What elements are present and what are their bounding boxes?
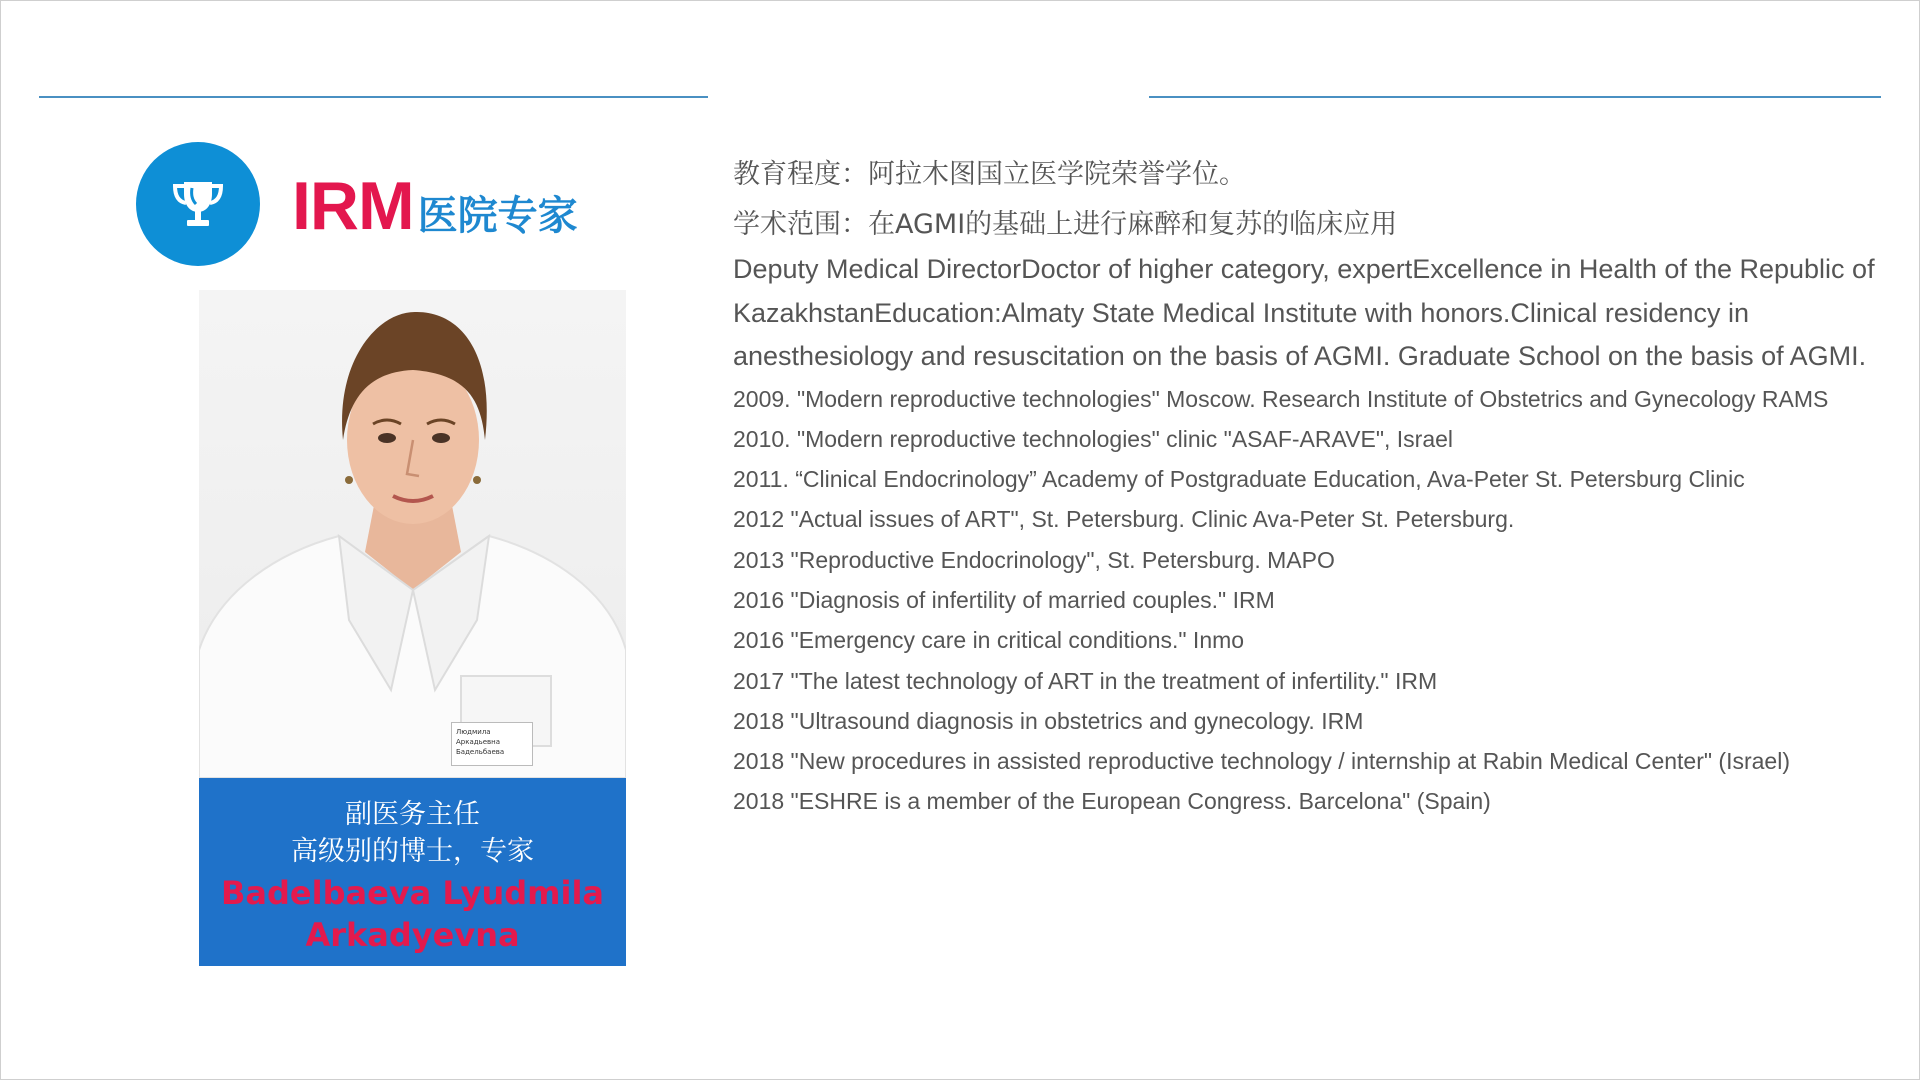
training-item: 2013 "Reproductive Endocrinology", St. Petersburg. MAPO	[733, 546, 1335, 573]
doctor-title: 副医务主任	[345, 799, 480, 830]
doctor-details	[733, 150, 1883, 822]
header-rule-right	[1149, 96, 1881, 98]
brand-suffix-text: 医院专家	[417, 193, 578, 239]
training-item: 2009. "Modern reproductive technologies" Moscow. Research Institute of Obstetrics and Gynecology RAMS	[733, 385, 1829, 412]
education-line: 教育程度：阿拉木图国立医学院荣誉学位。	[733, 159, 1246, 190]
doctor-photo	[199, 290, 626, 778]
trophy-icon	[166, 172, 230, 236]
doctor-caption	[199, 778, 626, 966]
training-item: 2011. “Clinical Endocrinology” Academy of Postgraduate Education, Ava-Peter St. Petersburg Clinic	[733, 466, 1745, 493]
training-item: 2018 "New procedures in assisted reproductive technology / internship at Rabin Medical Center" (Israel)	[733, 748, 1790, 775]
training-list	[733, 379, 1883, 822]
brand-title	[292, 160, 578, 244]
intro-paragraph: Deputy Medical DirectorDoctor of higher category, expertExcellence in Health of the Republic of KazakhstanEducation:Almaty State Medical Institute with honors.Clinical residency in anesthesiology and resuscitation on the basis of AGMI. Graduate School on the basis of AGMI.	[733, 254, 1875, 371]
doctor-rank: 高级别的博士，专家	[291, 836, 534, 867]
badge-line-1: Людмила Аркадьевна	[456, 728, 501, 746]
doctor-name-line1: Badelbaeva Lyudmila	[221, 874, 604, 912]
doctor-name-line2: Arkadyevna	[305, 916, 520, 954]
header-rule-left	[39, 96, 708, 98]
trophy-badge	[136, 142, 260, 266]
training-item: 2010. "Modern reproductive technologies" clinic "ASAF-ARAVE", Israel	[733, 425, 1454, 452]
training-item: 2018 "Ultrasound diagnosis in obstetrics and gynecology. IRM	[733, 707, 1364, 734]
training-item: 2016 "Diagnosis of infertility of married couples." IRM	[733, 586, 1275, 613]
training-item: 2017 "The latest technology of ART in the treatment of infertility." IRM	[733, 667, 1438, 694]
training-item: 2012 "Actual issues of ART", St. Petersburg. Clinic Ava-Peter St. Petersburg.	[733, 506, 1515, 533]
academic-line: 学术范围：在AGMI的基础上进行麻醉和复苏的临床应用	[733, 209, 1398, 240]
training-item: 2016 "Emergency care in critical conditions." Inmo	[733, 627, 1245, 654]
name-badge	[451, 722, 533, 766]
training-item: 2018 "ESHRE is a member of the European Congress. Barcelona" (Spain)	[733, 788, 1491, 815]
brand-irm-text: IRM	[292, 168, 414, 244]
badge-line-2: Бадельбаева	[456, 748, 505, 756]
